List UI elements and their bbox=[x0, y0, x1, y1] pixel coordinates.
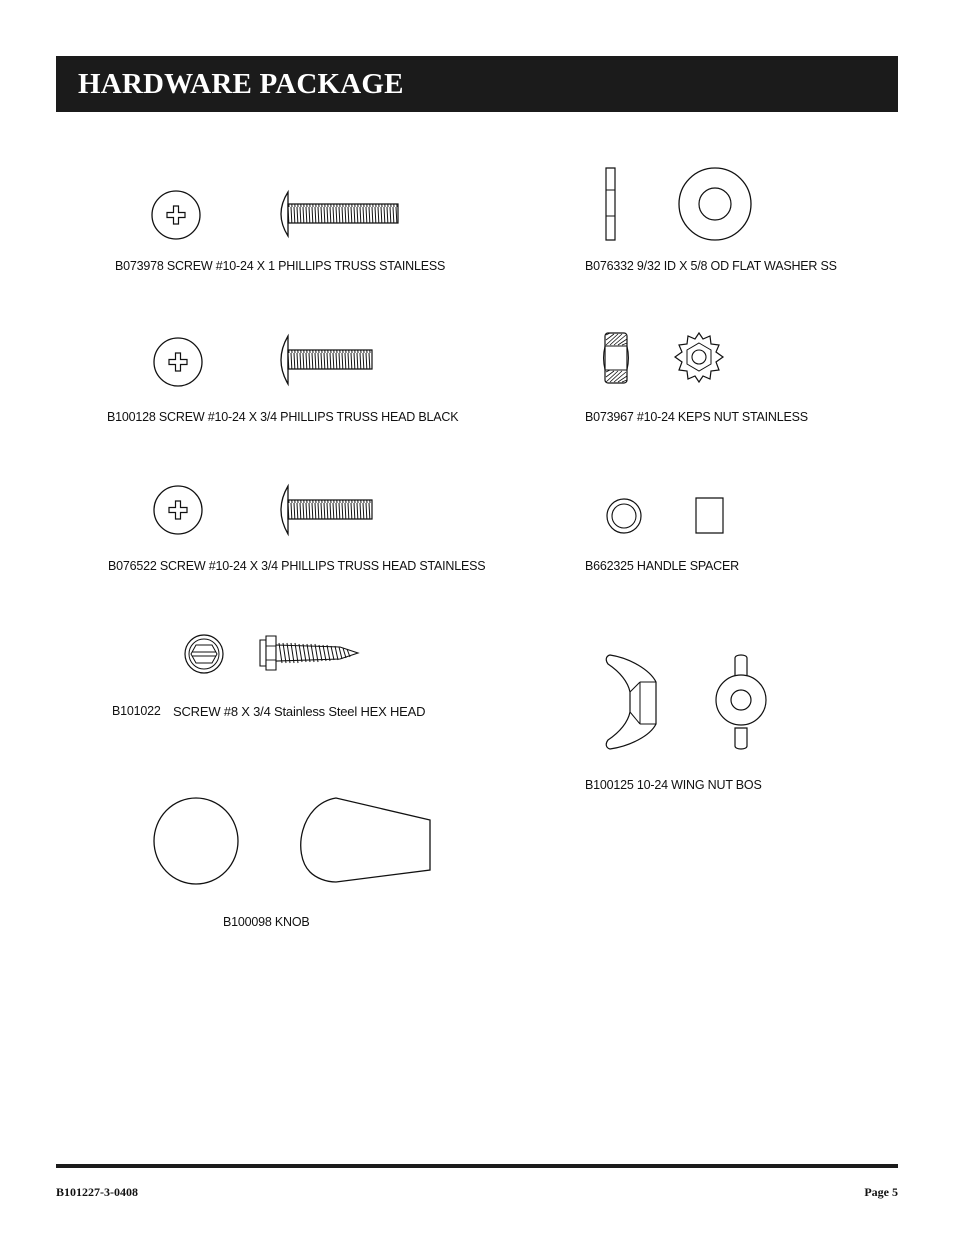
part-number-b101022: B101022 bbox=[112, 704, 161, 718]
part-label-b100128: B100128 SCREW #10-24 X 3/4 PHILLIPS TRUSS HEAD BLACK bbox=[107, 410, 459, 424]
keps-nut-side-view-icon bbox=[600, 330, 634, 386]
part-label-b073967: B073967 #10-24 KEPS NUT STAINLESS bbox=[585, 410, 808, 424]
spacer-side-view-icon bbox=[694, 496, 726, 536]
hex-head-top-view-icon bbox=[183, 633, 227, 677]
hex-screw-side-view-icon bbox=[258, 632, 362, 674]
part-label-b076522: B076522 SCREW #10-24 X 3/4 PHILLIPS TRUSS HEAD STAINLESS bbox=[108, 559, 486, 573]
footer-rule bbox=[56, 1164, 898, 1168]
phillips-head-top-view-icon bbox=[150, 484, 210, 544]
part-label-b100098: B100098 KNOB bbox=[223, 915, 310, 929]
part-label-b662325: B662325 HANDLE SPACER bbox=[585, 559, 739, 573]
knob-side-view-icon bbox=[292, 796, 434, 886]
section-header bbox=[56, 56, 898, 112]
wing-nut-top-view-icon bbox=[712, 652, 770, 752]
part-label-b100125: B100125 10-24 WING NUT BOS bbox=[585, 778, 762, 792]
document-number: B101227-3-0408 bbox=[56, 1185, 138, 1199]
truss-screw-side-view-icon bbox=[272, 188, 402, 240]
knob-top-view-icon bbox=[150, 796, 244, 888]
part-label-b076332: B076332 9/32 ID X 5/8 OD FLAT WASHER SS bbox=[585, 259, 837, 273]
washer-side-view-icon bbox=[603, 166, 619, 242]
keps-nut-top-view-icon bbox=[670, 330, 728, 388]
wing-nut-side-view-icon bbox=[600, 652, 662, 752]
flat-washer-top-view-icon bbox=[676, 164, 754, 244]
spacer-top-view-icon bbox=[604, 496, 646, 538]
phillips-head-top-view-icon bbox=[148, 185, 208, 245]
page-number: Page 5 bbox=[864, 1185, 898, 1199]
truss-screw-side-view-icon bbox=[272, 484, 376, 536]
page-title: HARDWARE PACKAGE bbox=[78, 68, 404, 100]
part-label-b101022: SCREW #8 X 3/4 Stainless Steel HEX HEAD bbox=[173, 704, 426, 719]
truss-screw-side-view-icon bbox=[272, 334, 376, 386]
part-label-b073978: B073978 SCREW #10-24 X 1 PHILLIPS TRUSS STAINLESS bbox=[115, 259, 446, 273]
phillips-head-top-view-icon bbox=[150, 334, 210, 394]
